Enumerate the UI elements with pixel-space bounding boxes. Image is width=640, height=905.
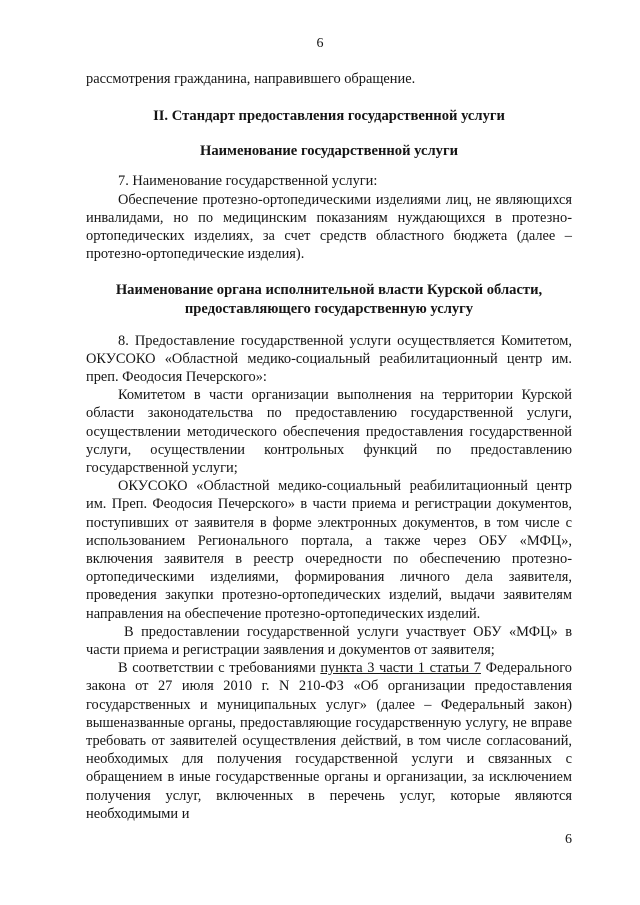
law-prefix: В соответствии с требованиями bbox=[118, 660, 321, 677]
item-7-text: Обеспечение протезно-ортопедическими изделиями лиц, не являющихся инвалидами, но по медицинским показаниям нуждающихся в протезно-ортопедических изделиях, за счет средств областного бюджета (далее – протезно-ортопедические изделия). bbox=[86, 191, 572, 263]
item-7-title: 7. Наименование государственной услуги: bbox=[118, 173, 378, 190]
item-8-text: 8. Предоставление государственной услуги осуществляется Комитетом, ОКУСОКО «Областной медико-социальный реабилитационный центр им. преп. Феодосия Печерского»: bbox=[86, 332, 572, 385]
mfc-paragraph: В предоставлении государственной услуги участвует ОБУ «МФЦ» в части приема и регистрации заявления и документов от заявителя; bbox=[86, 623, 572, 659]
subheading-authority bbox=[86, 281, 572, 318]
subheading-authority-line2: предоставляющего государственную услугу bbox=[184, 301, 474, 317]
subheading-service-name: Наименование государственной услуги bbox=[200, 142, 458, 159]
committee-paragraph: Комитетом в части организации выполнения на территории Курской области законодательства по предоставлению государственной услуги, осуществлении методического обеспечения предоставления государственной услуги, осуществлении контрольных функций по предоставлению государственной услуги; bbox=[86, 387, 572, 477]
section-title: II. Стандарт предоставления государственной услуги bbox=[153, 108, 505, 125]
continuation-text: рассмотрения гражданина, направившего обращение. bbox=[86, 71, 416, 87]
law-paragraph bbox=[86, 659, 572, 823]
page-number-top: 6 bbox=[316, 36, 324, 51]
okusoko-paragraph: ОКУСОКО «Областной медико-социальный реабилитационный центр им. Преп. Феодосия Печерского» в части приема и регистрации документов, поступивших от заявителя в форме электронных документов, в том числе с использованием Регионального портала, а также через ОБУ «МФЦ», включения заявителя в реестр очередности по обеспечению протезно-ортопедическими изделиями, формирования личного дела заявителя, проведения закупки протезно-ортопедических изделий, выдачи заявителям направления на обеспечение протезно-ортопедических изделий. bbox=[86, 478, 572, 622]
law-reference-link[interactable]: пункта 3 части 1 статьи 7 bbox=[320, 660, 481, 677]
page-number-bottom: 6 bbox=[565, 832, 572, 847]
subheading-authority-line1: Наименование органа исполнительной власти Курской области, bbox=[115, 282, 543, 299]
document-body bbox=[86, 70, 572, 823]
law-rest: Федерального закона от 27 июля 2010 г. N 210-ФЗ «Об организации предоставления государственных и муниципальных услуг» (далее – Федеральный закон) вышеназванные органы, предоставляющие государственную услугу, не вправе требовать от заявителей осуществления действий, в том числе согласований, необходимых для получения государственной услуги и связанных с обращением в иные государственные органы и организации, за исключением получения услуг, включенных в перечень услуг, которые являются необходимыми и bbox=[86, 660, 573, 822]
